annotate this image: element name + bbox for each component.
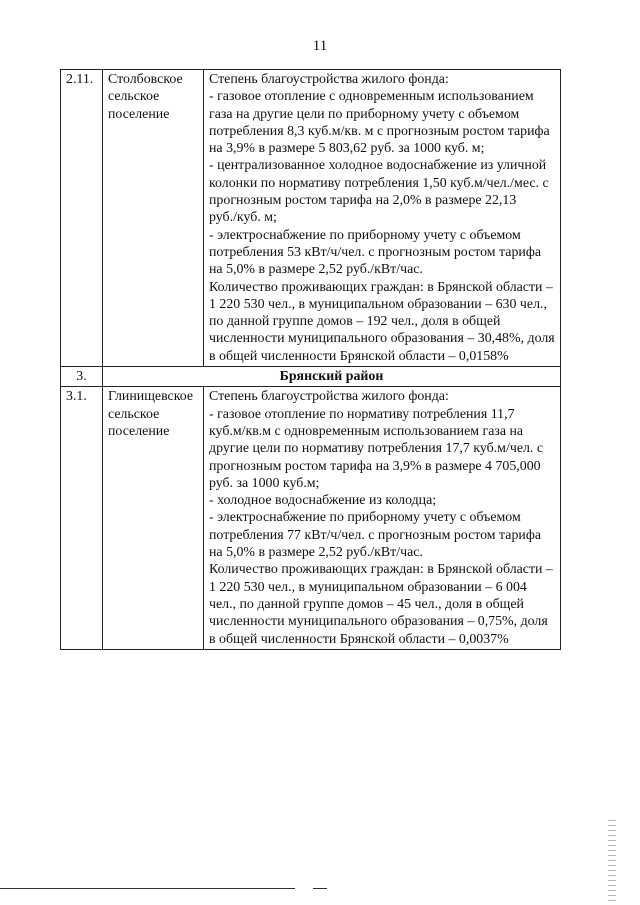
section-row-3 [61, 367, 561, 387]
settlement-name-line: Столбовское [108, 72, 183, 87]
description-line: - газовое отопление по нормативу потребления 11,7 [209, 406, 515, 422]
description-line: руб./куб. м; [209, 210, 277, 226]
description-line: на 5,0% в размере 2,52 руб./кВт/час. [209, 262, 423, 278]
tariff-table [60, 69, 561, 650]
housing-description [204, 387, 561, 649]
footer-rule [0, 888, 295, 889]
description-line: руб. за 1000 куб.м; [209, 475, 320, 491]
description-line: Степень благоустройства жилого фонда: [209, 389, 449, 405]
description-line: прогнозным ростом тарифа на 2,0% в размере 22,13 [209, 193, 517, 209]
settlement-name-line: сельское [108, 406, 160, 422]
settlement-name-line: поселение [108, 106, 170, 122]
footer-rule-dash [313, 888, 327, 889]
table-row-3-1 [61, 387, 561, 649]
description-line: колонки по нормативу потребления 1,50 куб.м/чел./мес. с [209, 175, 549, 191]
table-row-2-11 [61, 70, 561, 367]
row-number: 3.1. [61, 387, 103, 649]
settlement-name [103, 70, 204, 367]
description-line: газа на другие цели по приборному учету с объемом [209, 106, 520, 122]
description-line: потребления 8,3 куб.м/кв. м с прогнозным ростом тарифа [209, 123, 550, 139]
description-line: - централизованное холодное водоснабжение из уличной [209, 158, 547, 174]
description-line: в общей численности Брянской области – 0,0037% [209, 631, 509, 647]
settlement-name-line: поселение [108, 423, 170, 439]
description-line: 1 220 530 чел., в муниципальном образовании – 630 чел., [209, 296, 547, 312]
description-line: потребления 53 кВт/ч/чел. с прогнозным ростом тарифа [209, 244, 542, 260]
section-number: 3. [61, 367, 103, 387]
description-line: Количество проживающих граждан: в Брянской области – [209, 562, 553, 578]
description-line: численности муниципального образования – 0,75%, доля [209, 614, 548, 630]
description-line: - электроснабжение по приборному учету с объемом [209, 227, 521, 243]
scan-edge-marks [608, 820, 616, 905]
description-line: Количество проживающих граждан: в Брянской области – [209, 279, 553, 295]
settlement-name-line: сельское [108, 89, 160, 105]
page-number: 11 [312, 38, 328, 54]
description-line: - газовое отопление с одновременным использованием [209, 89, 534, 105]
description-line: на 3,9% в размере 5 803,62 руб. за 1000 куб. м; [209, 141, 485, 157]
description-line: прогнозным ростом тарифа на 3,9% в размере 4 705,000 [209, 458, 541, 474]
description-line: в общей численности Брянской области – 0,0158% [209, 348, 509, 364]
description-line: - электроснабжение по приборному учету с объемом [209, 510, 521, 526]
description-line: - холодное водоснабжение из колодца; [209, 493, 437, 509]
settlement-name-line: Глинищевское [108, 389, 194, 405]
description-line: потребления 77 кВт/ч/чел. с прогнозным ростом тарифа [209, 527, 542, 543]
description-line: 1 220 530 чел., в муниципальном образовании – 6 004 [209, 579, 527, 595]
row-number: 2.11. [61, 70, 103, 367]
description-line: Степень благоустройства жилого фонда: [209, 72, 449, 87]
section-title: Брянский район [103, 367, 561, 387]
description-line: на 5,0% в размере 2,52 руб./кВт/час. [209, 545, 423, 561]
description-line: другие цели по нормативу потребления 17,7 куб.м/чел. с [209, 441, 544, 457]
description-line: по данной группе домов – 192 чел., доля в общей [209, 314, 501, 330]
description-line: чел., по данной группе домов – 45 чел., доля в общей [209, 596, 524, 612]
settlement-name [103, 387, 204, 649]
description-line: куб.м/кв.м с одновременным использованием газа на [209, 423, 524, 439]
housing-description [204, 70, 561, 367]
description-line: численности муниципального образования – 30,48%, доля [209, 331, 555, 347]
